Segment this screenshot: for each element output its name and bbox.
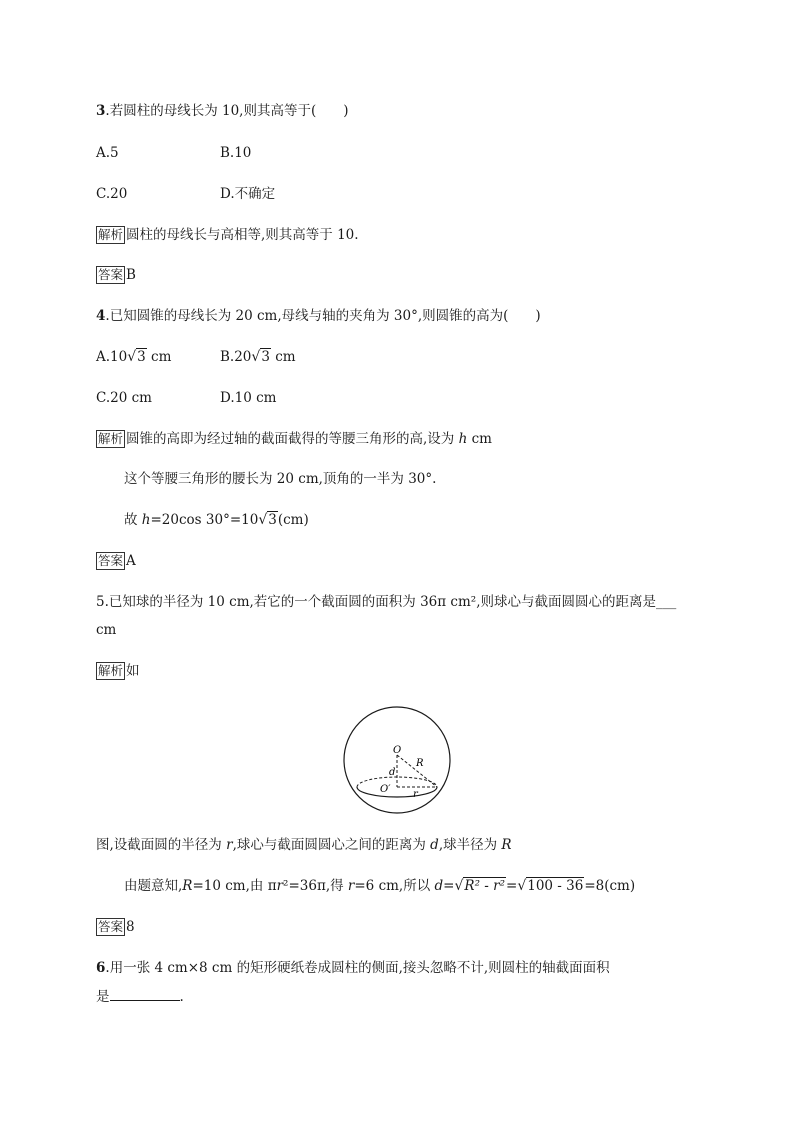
q6-stem-text: .用一张 4 cm×8 cm 的矩形硬纸卷成圆柱的侧面,接头忽略不计,则圆柱的轴截面面积 <box>105 960 610 976</box>
q5-jiexi2-a: 图,设截面圆的半径为 <box>96 837 227 853</box>
q5-jiexi3-r2: r <box>347 878 355 894</box>
q4-jiexi3-end: (cm) <box>277 512 309 528</box>
q4-stem-text: .已知圆锥的母线长为 20 cm,母线与轴的夹角为 30°,则圆锥的高为( ) <box>105 308 541 324</box>
q5-jiexi3-radicand2: 100 - 36 <box>527 878 584 894</box>
answer-tag: 答案 <box>98 553 124 568</box>
label-r: r <box>413 789 418 800</box>
q5-jiexi3-d: =6 cm,所以 <box>354 878 435 894</box>
q4-answer-value: A <box>126 553 136 569</box>
q4-jiexi-line2: 这个等腰三角形的腰长为 20 cm,顶角的一半为 30°. <box>124 471 437 487</box>
q3-stem-text: .若圆柱的母线长为 10,则其高等于( ) <box>105 103 349 119</box>
q4-option-b-radicand: 3 <box>261 349 270 365</box>
label-O: O <box>393 745 402 756</box>
q5-jiexi3-a: 由题意知, <box>124 878 183 894</box>
q5-jiexi2-b: ,球心与截面圆圆心之间的距离为 <box>232 837 431 853</box>
q3-option-c: C.20 <box>96 186 128 202</box>
q3-option-b: B.10 <box>220 145 252 161</box>
q3-stem <box>96 101 349 121</box>
q6-stem2-end: . <box>179 989 184 1005</box>
label-d: d <box>389 767 396 778</box>
q4-jiexi-text1: 圆锥的高即为经过轴的截面截得的等腰三角形的高,设为 <box>126 431 459 447</box>
q4-option-b-post: cm <box>270 349 296 365</box>
q5-jiexi3-f: = <box>506 878 518 894</box>
q3-options-row1 <box>96 143 251 163</box>
jiexi-tag: 解析 <box>98 431 124 446</box>
q5-jiexi3-radicand1: R² - r² <box>464 878 505 894</box>
q5-jiexi2-d: d <box>430 837 439 853</box>
label-R: R <box>416 758 424 769</box>
q4-jiexi-var-h: h <box>458 431 468 447</box>
q4-option-a: A.10√3 cm <box>96 349 172 365</box>
q4-answer <box>96 551 136 571</box>
section-ellipse-front <box>357 787 437 797</box>
q5-jiexi3-b: =10 cm,由 π <box>192 878 277 894</box>
q4-jiexi-line1 <box>96 429 492 449</box>
q5-jiexi3-dv: d <box>434 878 444 894</box>
q5-answer-value: 8 <box>126 919 135 935</box>
q5-jiexi2-c: ,球半径为 <box>438 837 502 853</box>
q5-jiexi-line2 <box>96 835 512 855</box>
jiexi-tag: 解析 <box>98 227 124 242</box>
q3-jiexi <box>96 225 359 245</box>
q4-option-c: C.20 cm <box>96 390 152 406</box>
q3-option-d: D.不确定 <box>220 186 276 202</box>
q5-answer <box>96 917 135 937</box>
q5-jiexi3-R: R <box>182 878 193 894</box>
jiexi-tag: 解析 <box>98 663 124 678</box>
q5-jiexi3-e: = <box>443 878 455 894</box>
q5-stem-line2: cm <box>96 622 117 638</box>
q3-answer <box>96 265 136 285</box>
q6-number: 6 <box>96 960 106 976</box>
q4-jiexi-text1-end: cm <box>467 431 492 447</box>
label-O-prime: O′ <box>380 784 391 795</box>
q6-stem <box>96 958 610 978</box>
q3-answer-value: B <box>126 267 136 283</box>
answer-tag: 答案 <box>98 267 124 282</box>
q3-option-a: A.5 <box>96 145 119 161</box>
q4-jiexi-line3: 故 h=20cos 30°=10√3(cm) <box>124 512 309 528</box>
q4-options-row1 <box>96 347 296 367</box>
answer-tag: 答案 <box>98 919 124 934</box>
q6-stem-line2 <box>96 986 184 1007</box>
q4-option-b: B.20√3 cm <box>220 349 296 365</box>
q4-number: 4 <box>96 308 106 324</box>
q4-jiexi3-mid: =20cos 30°=10 <box>150 512 259 528</box>
q3-options-row2 <box>96 184 275 204</box>
q4-jiexi3-pre: 故 <box>124 512 142 528</box>
q5-jiexi2-R: R <box>501 837 512 853</box>
q6-stem2-text: 是 <box>96 989 110 1005</box>
q4-option-a-post: cm <box>146 349 172 365</box>
q5-jiexi3-r: r <box>276 878 284 894</box>
q5-jiexi-line3: 由题意知,R=10 cm,由 πr²=36π,得 r=6 cm,所以 d=√R² - r²=√100 - 36=8(cm) <box>124 878 636 894</box>
q5-jiexi-text1: 如 <box>126 663 140 679</box>
q4-option-b-pre: B.20 <box>220 349 252 365</box>
q5-jiexi2-r: r <box>226 837 233 853</box>
q4-option-a-radicand: 3 <box>137 349 146 365</box>
q4-option-a-pre: A.10 <box>96 349 128 365</box>
q3-jiexi-text: 圆柱的母线长与高相等,则其高等于 10. <box>126 227 359 243</box>
q5-jiexi3-c: ²=36π,得 <box>283 878 348 894</box>
q5-jiexi-line1 <box>96 661 140 681</box>
q6-answer-blank[interactable] <box>110 986 180 1001</box>
q4-stem <box>96 306 541 326</box>
q4-options-row2 <box>96 388 276 408</box>
q4-jiexi3-radicand: 3 <box>268 512 277 528</box>
q5-jiexi3-g: =8(cm) <box>584 878 636 894</box>
q3-number: 3 <box>96 103 106 119</box>
q4-option-d: D.10 cm <box>220 390 277 406</box>
sphere-diagram <box>342 700 454 818</box>
q5-stem-line1: 5.已知球的半径为 10 cm,若它的一个截面圆的面积为 36π cm²,则球心与截面圆圆心的距离是___ <box>96 594 677 610</box>
q4-jiexi3-var-h: h <box>141 512 151 528</box>
